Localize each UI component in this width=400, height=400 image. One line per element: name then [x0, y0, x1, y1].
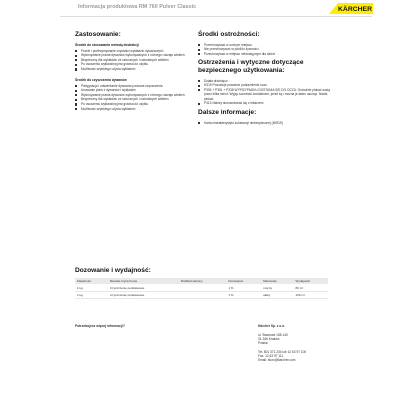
list-item: Wykonywanie prania dywanów wykonywanych z różnego rodzaju włókien — [75, 93, 190, 98]
table-cell: 1 % — [226, 284, 261, 291]
list-item: Pranie i podtrzymywanie czystości wykładzin dywanowych — [75, 49, 190, 54]
table-cell — [179, 284, 227, 291]
list-item: Po osuszeniu wykładzina jest gotowa do użytku — [75, 102, 190, 107]
extraction-list — [75, 49, 190, 72]
list-item: Wykonywanie prania dywanów wykonywanych z różnego rodzaju włókien — [75, 53, 190, 58]
list-item: Pielęgnacja i odświeżanie dywanów podczas czyszczenia — [75, 84, 190, 89]
bullet-icon — [75, 99, 77, 101]
bullet-icon — [198, 44, 200, 46]
company-name: Kärcher Sp. z o.o. — [258, 324, 285, 328]
bullet-icon — [198, 53, 200, 55]
address-city: 31-346 Kraków — [258, 336, 280, 341]
list-item: P305 + P351 + P338 W PRZYPADKU DOSTANIA SIĘ DO OCZU: Ostrożnie płukać wodą przez kilka minut. Wyjąć soczewki kontaktowe, jeżeli są i można je łatwo usunąć. Nadal płukać. — [198, 88, 338, 102]
table-cell: mocny — [261, 284, 293, 291]
list-item: Karta charakterystyki substancji niebezpiecznej (MSDS) — [198, 121, 338, 126]
column-header: Rozkład ważony — [179, 278, 227, 284]
logo-text: KÄRCHER — [338, 6, 372, 13]
table-cell: 1 kg — [75, 284, 108, 291]
table-cell: słaby — [261, 291, 293, 298]
bullet-icon — [198, 80, 200, 82]
bullet-icon — [75, 59, 77, 61]
bullet-icon — [75, 108, 77, 110]
document-title: Informacja produktowa RM 760 Pulver Classic — [78, 4, 197, 10]
address-country: Polska — [258, 341, 268, 346]
fax-line: Fax. 12 63 97 111 — [258, 354, 284, 359]
precautions-list — [198, 43, 338, 57]
list-item: Bezpieczny dla wykładzin ze sztucznych i naturalnych włókien — [75, 58, 190, 63]
bullet-icon — [198, 122, 200, 124]
table-row — [75, 291, 328, 298]
carpet-cleaning-subheading: Środek do czyszczenia dywanów — [75, 77, 127, 82]
further-info-list — [198, 121, 338, 126]
column-header: Dozowanie — [226, 278, 261, 284]
list-item: Bezpieczny dla wykładzin ze sztucznych i naturalnych włókien — [75, 97, 190, 102]
list-item: Działa drażniąco — [198, 79, 338, 84]
bullet-icon — [75, 68, 77, 70]
bullet-icon — [75, 103, 77, 105]
precautions-heading: Środki ostrożności: — [198, 31, 260, 38]
dosing-table — [75, 278, 328, 299]
table-row — [75, 284, 328, 291]
column-header: Zawartość — [75, 278, 108, 284]
table-cell: 100 m² — [294, 291, 328, 298]
column-header: Wydajność — [294, 278, 328, 284]
list-item: P313 Należy skonsultować się z lekarzem — [198, 101, 338, 106]
list-item: Po osuszeniu wykładzina jest gotowa do użytku — [75, 62, 190, 67]
list-item: Usuwanie plam z dywanów i wykładzin — [75, 88, 190, 93]
list-item: Przechowywać w suchym miejscu — [198, 43, 338, 48]
phone-line: Tel. 801 371 234 lub 12 63 97 100 — [258, 349, 307, 354]
bullet-icon — [75, 85, 77, 87]
bullet-icon — [198, 85, 200, 87]
list-item: Możliwość szybkiego użycia wykładzin — [75, 67, 190, 72]
table-cell: 1 kg — [75, 291, 108, 298]
safety-column — [198, 31, 338, 125]
applications-heading: Zastosowanie: — [75, 31, 121, 38]
applications-column — [75, 31, 190, 111]
carpet-cleaning-list — [75, 84, 190, 112]
bullet-icon — [198, 103, 200, 105]
list-item: Możliwość szybkiego użycia wykładzin — [75, 107, 190, 112]
dosing-heading: Dozowanie i wydajność: — [75, 267, 151, 274]
column-header: Mieszanie — [261, 278, 293, 284]
header-divider — [60, 16, 372, 17]
karcher-logo — [329, 3, 373, 14]
bullet-icon — [198, 89, 200, 91]
company-contact — [258, 324, 306, 363]
bullet-icon — [75, 64, 77, 66]
bullet-icon — [75, 50, 77, 52]
list-item: Przechowywać w miejscu niedostępnym dla dzieci — [198, 52, 338, 57]
table-cell: Czyszczenie podstawowe — [108, 291, 179, 298]
table-cell: Czyszczenie podstawowe — [108, 284, 179, 291]
list-item: Nie przechowywać w pobliżu żywności — [198, 47, 338, 52]
column-header: Metoda czyszczenia — [108, 278, 179, 284]
extraction-subheading: Środek do stosowania metodą ekstrakcji — [75, 42, 139, 47]
bullet-icon — [75, 55, 77, 57]
list-item: H319 Powoduje poważne podrażnienie oczu — [198, 83, 338, 88]
bullet-icon — [75, 94, 77, 96]
email-line: Email: biuro@karcher.com — [258, 358, 296, 363]
table-cell: 80 m² — [294, 284, 328, 291]
further-info-heading: Dalsze informacje: — [198, 109, 257, 117]
address-street: ul. Stawowa 108-140 — [258, 332, 288, 337]
table-cell: 1 % — [226, 291, 261, 298]
more-info-question: Potrzebujesz więcej informacji? — [75, 324, 125, 328]
table-cell — [179, 291, 227, 298]
warnings-list — [198, 79, 338, 107]
warnings-heading: Ostrzeżenia i wytyczne dotyczące bezpiecznego użytkowania: — [198, 59, 304, 74]
bullet-icon — [198, 49, 200, 51]
bullet-icon — [75, 90, 77, 92]
